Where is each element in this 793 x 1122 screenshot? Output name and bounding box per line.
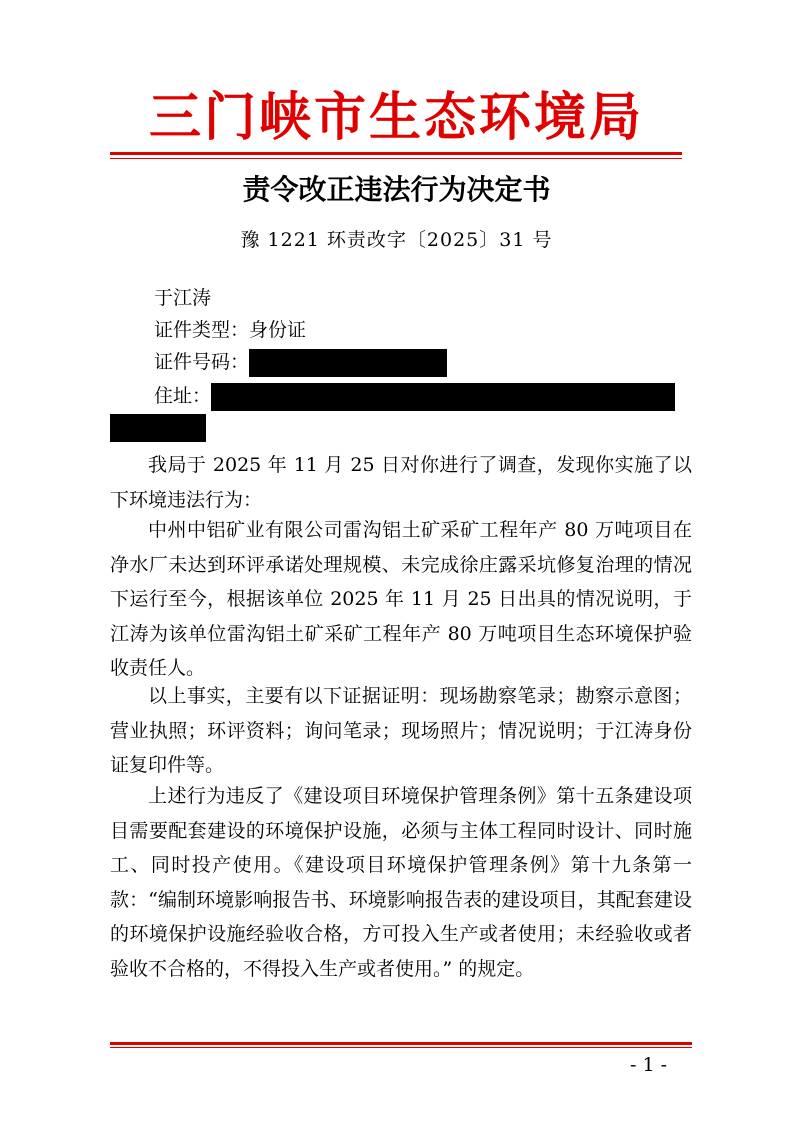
header-rule-thin	[110, 158, 682, 159]
document-title: 责令改正违法行为决定书	[242, 173, 551, 206]
agency-header: 三门峡市生态环境局	[148, 87, 644, 148]
id-number-line	[154, 348, 447, 377]
body-paragraph-1: 我局于 2025 年 11 月 25 日对你进行了调查，发现你实施了以下环境违法行为：	[110, 454, 692, 511]
id-number-redaction	[249, 349, 447, 377]
footer-rule-thick	[110, 1042, 692, 1045]
body-paragraph-4: 上述行为违反了《建设项目环境保护管理条例》第十五条建设项目需要配套建设的环境保护设施，必须与主体工程同时设计、同时施工、同时投产使用。《建设项目环境保护管理条例》第十九条第一款：“编制环境影响报告书、环境影响报告表的建设项目，其配套建设的环境保护设施经验收合格，方可投入生产或者使用；未经验收或者验收不合格的，不得投入生产或者使用。” 的规定。	[110, 785, 692, 980]
page-number: - 1 -	[630, 1054, 668, 1076]
id-type-label: 证件类型：	[154, 319, 250, 341]
address-redaction-continued	[110, 414, 206, 442]
footer-rule-thin	[110, 1047, 692, 1048]
id-type-value: 身份证	[249, 319, 307, 341]
body-paragraph-2: 中州中铝矿业有限公司雷沟铝土矿采矿工程年产 80 万吨项目在净水厂未达到环评承诺处理规模、未完成徐庄露采坑修复治理的情况下运行至今，根据该单位 2025 年 11 月 25 日出具的情况说明，于江涛为该单位雷沟铝土矿采矿工程年产 80 万吨项目生态环境保护验收责任人。	[110, 519, 692, 679]
id-number-label: 证件号码：	[154, 351, 250, 373]
body-paragraph-3: 以上事实，主要有以下证据证明：现场勘察笔录；勘察示意图；营业执照；环评资料；询问笔录；现场照片；情况说明；于江涛身份证复印件等。	[110, 685, 692, 776]
address-redaction	[211, 383, 675, 411]
id-type-line	[154, 316, 306, 344]
party-name: 于江涛	[154, 287, 212, 309]
document-number: 豫 1221 环责改字〔2025〕31 号	[240, 229, 553, 251]
address-line	[154, 382, 675, 411]
header-rule-thick	[110, 152, 682, 155]
address-label: 住址：	[154, 385, 212, 407]
